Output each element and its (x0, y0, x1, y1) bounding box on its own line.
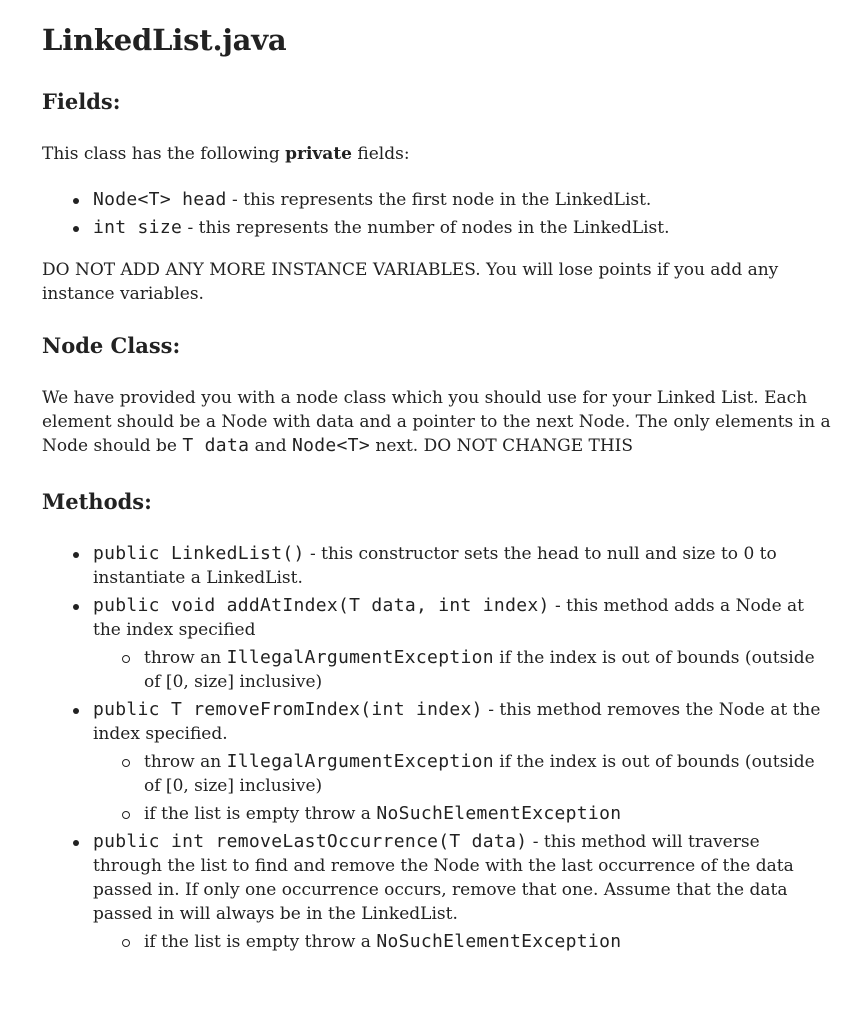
field-code: int size (93, 217, 183, 238)
field-desc: - this represents the number of nodes in the LinkedList. (182, 218, 670, 238)
method-desc: - this method adds a Node at the index specified (93, 596, 804, 640)
subitem-pre: throw an (144, 648, 227, 668)
method-subitem (144, 750, 832, 798)
fields-intro-post: fields: (352, 144, 410, 164)
method-subitem (144, 930, 832, 954)
fields-list (42, 188, 832, 240)
method-signature: public T removeFromIndex(int index) (93, 699, 483, 720)
node-text-2: and (249, 436, 292, 456)
method-item-remove-last-occurrence (93, 830, 832, 954)
method-sublist (93, 750, 832, 826)
method-sublist (93, 646, 832, 694)
field-item-size (93, 216, 832, 240)
methods-list (42, 542, 832, 954)
method-subitem (144, 802, 832, 826)
exception-code: NoSuchElementException (376, 931, 622, 952)
subitem-pre: throw an (144, 752, 227, 772)
subitem-post: if the index is out of bounds (outside of [0, size] inclusive) (144, 752, 815, 796)
method-item-add-at-index (93, 594, 832, 694)
node-class-paragraph (42, 386, 832, 458)
field-desc: - this represents the first node in the LinkedList. (226, 190, 652, 210)
subitem-post: if the index is out of bounds (outside of [0, size] inclusive) (144, 648, 815, 692)
method-signature: public int removeLastOccurrence(T data) (93, 831, 528, 852)
method-item-remove-from-index (93, 698, 832, 826)
method-item-constructor (93, 542, 832, 590)
node-code-2: Node<T> (292, 435, 370, 456)
field-item-head (93, 188, 832, 212)
method-desc: - this constructor sets the head to null and size to 0 to instantiate a LinkedList. (93, 544, 777, 588)
field-code: Node<T> head (93, 189, 227, 210)
method-desc: - this method will traverse through the list to find and remove the Node with the last occurrence of the data passed in. If only one occurrence occurs, remove that one. Assume that the data passed in will always be in the LinkedList. (93, 832, 794, 924)
exception-code: NoSuchElementException (376, 803, 622, 824)
methods-heading: Methods: (42, 489, 152, 514)
node-class-heading: Node Class: (42, 333, 181, 358)
node-code-1: T data (182, 435, 250, 456)
method-signature: public LinkedList() (93, 543, 305, 564)
page-title: LinkedList.java (42, 23, 287, 57)
method-signature: public void addAtIndex(T data, int index) (93, 595, 550, 616)
method-subitem (144, 646, 832, 694)
fields-intro-pre: This class has the following (42, 144, 286, 164)
fields-intro (42, 142, 832, 166)
node-text-3: next. DO NOT CHANGE THIS (369, 436, 634, 456)
exception-code: IllegalArgumentException (226, 647, 494, 668)
method-desc: - this method removes the Node at the index specified. (93, 700, 821, 744)
exception-code: IllegalArgumentException (226, 751, 494, 772)
subitem-pre: if the list is empty throw a (144, 932, 377, 952)
method-sublist (93, 930, 832, 954)
fields-heading: Fields: (42, 89, 121, 114)
fields-intro-bold: private (285, 144, 352, 164)
fields-warning: DO NOT ADD ANY MORE INSTANCE VARIABLES. You will lose points if you add any instance variables. (42, 260, 779, 304)
node-text-1: We have provided you with a node class which you should use for your Linked List. Each element should be a Node with data and a pointer to the next Node. The only elements in a Node should be (42, 388, 831, 456)
subitem-pre: if the list is empty throw a (144, 804, 377, 824)
